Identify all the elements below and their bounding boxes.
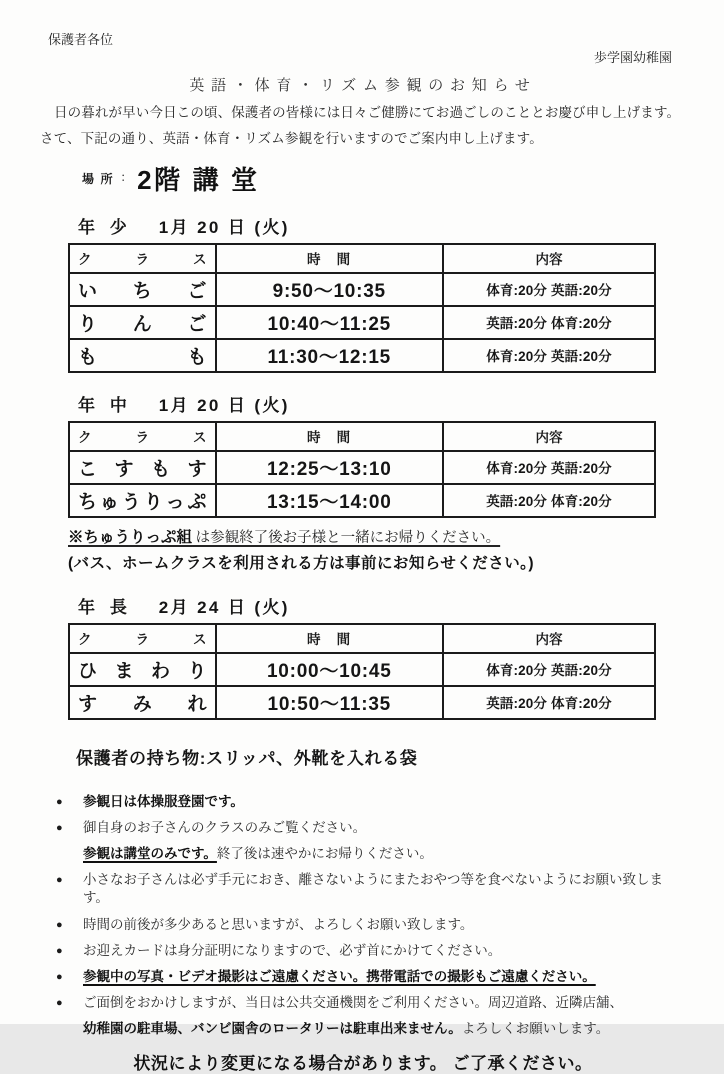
schedule-table-nencho xyxy=(68,623,656,720)
content-cell: 体育:20分 英語:20分 xyxy=(443,273,655,306)
place-value: 2階 講 堂 xyxy=(137,164,260,195)
grade-label: 年 中 xyxy=(78,395,133,415)
bullet-item xyxy=(56,793,686,811)
header-class: ク ラ ス xyxy=(69,624,216,653)
document-title: 英語・体育・リズム参観のお知らせ xyxy=(189,77,537,94)
time-cell: 9:50〜10:35 xyxy=(216,273,444,306)
date-label: 1月 20 日 (火) xyxy=(158,395,290,415)
header-content: 内容 xyxy=(443,244,655,273)
bullet-icon: ● xyxy=(56,795,63,808)
bullet-item xyxy=(56,871,686,907)
time-cell: 12:25〜13:10 xyxy=(216,451,444,484)
time-cell: 11:30〜12:15 xyxy=(216,339,444,372)
table-header-row xyxy=(69,422,655,451)
table-row xyxy=(69,451,655,484)
note-tulip-bold: ※ちゅうりっぷ組 xyxy=(68,528,193,546)
bullet-text-bold: 参観中の写真・ビデオ撮影はご遠慮ください。携帯電話での撮影もご遠慮ください。 xyxy=(83,969,596,985)
bullet-continuation xyxy=(83,845,686,863)
table-row xyxy=(69,273,655,306)
time-cell: 10:50〜11:35 xyxy=(216,686,444,719)
time-cell: 13:15〜14:00 xyxy=(216,484,444,517)
class-name-cell: ひ ま わ り xyxy=(69,653,216,686)
bullet-text-bold: 幼稚園の駐車場、バンビ園舎のロータリーは駐車出来ません。 xyxy=(83,1021,462,1037)
content-cell: 英語:20分 体育:20分 xyxy=(443,484,655,517)
content-cell: 英語:20分 体育:20分 xyxy=(443,686,655,719)
bullet-icon: ● xyxy=(56,997,63,1010)
time-cell: 10:00〜10:45 xyxy=(216,653,444,686)
header-time: 時 間 xyxy=(216,422,444,451)
bullet-item xyxy=(56,819,686,837)
bullet-text: 小さなお子さんは必ず手元におき、離さないようにまたおやつ等を食べないようにお願い致します。 xyxy=(83,872,663,906)
table-row xyxy=(69,686,655,719)
place-label: 場所 xyxy=(82,171,120,186)
class-name-cell: い ち ご xyxy=(69,273,216,306)
time-cell: 10:40〜11:25 xyxy=(216,306,444,339)
bullet-icon: ● xyxy=(56,874,63,887)
bullet-text: よろしくお願いします。 xyxy=(461,1021,610,1037)
content-cell: 英語:20分 体育:20分 xyxy=(443,306,655,339)
bullet-icon: ● xyxy=(56,918,63,931)
note-bus: (バス、ホームクラスを利用される方は事前にお知らせください。) xyxy=(68,554,535,572)
table-row xyxy=(69,306,655,339)
header-content: 内容 xyxy=(443,624,655,653)
header-time: 時 間 xyxy=(216,624,444,653)
class-name-cell: す み れ xyxy=(69,686,216,719)
bullet-icon: ● xyxy=(56,944,63,957)
content-cell: 体育:20分 英語:20分 xyxy=(443,653,655,686)
place-separator: : xyxy=(121,170,126,185)
place-line xyxy=(40,160,686,197)
bullet-text: 参観日は体操服登園です。 xyxy=(83,793,244,809)
table-header-row xyxy=(69,244,655,273)
bullet-item xyxy=(56,916,686,934)
header-time: 時 間 xyxy=(216,244,444,273)
date-label: 1月 20 日 (火) xyxy=(158,217,290,237)
note-tulip-rest: は参観終了後お子様と一緒にお帰りください。 xyxy=(192,529,501,546)
bullet-text-bold: 参観は講堂のみです。 xyxy=(83,845,217,861)
class-name-cell: こ す も す xyxy=(69,451,216,484)
header-class: ク ラ ス xyxy=(69,244,216,273)
class-name-cell: り ん ご xyxy=(69,306,216,339)
school-name: 歩学園幼稚園 xyxy=(593,50,672,66)
section-heading-nencho xyxy=(78,593,686,618)
bullet-icon: ● xyxy=(56,821,63,834)
bullet-text: 時間の前後が多少あると思いますが、よろしくお願い致します。 xyxy=(83,916,474,932)
schedule-table-nenchu xyxy=(68,421,656,518)
table-header-row xyxy=(69,624,655,653)
table-row xyxy=(69,653,655,686)
bullet-continuation xyxy=(83,1020,686,1038)
schedule-table-nensho xyxy=(68,243,656,373)
greeting-line: 日の暮れが早い今日この頃、保護者の皆様には日々ご健勝にてお過ごしのこととお慶び申し上げます。 xyxy=(54,104,681,120)
belongings-line: 保護者の持ち物:スリッパ、外靴を入れる袋 xyxy=(76,748,418,768)
section-heading-nenchu xyxy=(78,391,686,416)
bullet-text: 終了後は速やかにお帰りください。 xyxy=(216,845,433,861)
content-cell: 体育:20分 英語:20分 xyxy=(443,339,655,372)
bullet-text: 御自身のお子さんのクラスのみご覧ください。 xyxy=(83,819,367,835)
table-row xyxy=(69,484,655,517)
bullet-text: ご面倒をおかけしますが、当日は公共交通機関をご利用ください。周辺道路、近隣店舗、 xyxy=(83,995,623,1011)
bullet-item xyxy=(56,994,686,1012)
bullet-item xyxy=(56,968,686,986)
class-name-cell: も も xyxy=(69,339,216,372)
header-class: ク ラ ス xyxy=(69,422,216,451)
bullet-item xyxy=(56,942,686,960)
content-cell: 体育:20分 英語:20分 xyxy=(443,451,655,484)
grade-label: 年 少 xyxy=(78,217,133,237)
grade-label: 年 長 xyxy=(78,597,133,617)
date-label: 2月 24 日 (火) xyxy=(158,597,290,617)
footer-note: 状況により変更になる場合があります。 ご了承ください。 xyxy=(133,1053,593,1073)
table-row xyxy=(69,339,655,372)
bullet-icon: ● xyxy=(56,971,63,984)
bullet-text: お迎えカードは身分証明になりますので、必ず首にかけてください。 xyxy=(83,942,502,958)
notice-list xyxy=(56,793,686,1039)
recipient: 保護者各位 xyxy=(48,32,114,47)
intro-line: さて、下記の通り、英語・体育・リズム参観を行いますのでご案内申し上げます。 xyxy=(40,130,543,146)
header-content: 内容 xyxy=(443,422,655,451)
note-tulip xyxy=(68,525,686,547)
class-name-cell: ちゅうりっぷ xyxy=(69,484,216,517)
section-heading-nensho xyxy=(78,213,686,238)
